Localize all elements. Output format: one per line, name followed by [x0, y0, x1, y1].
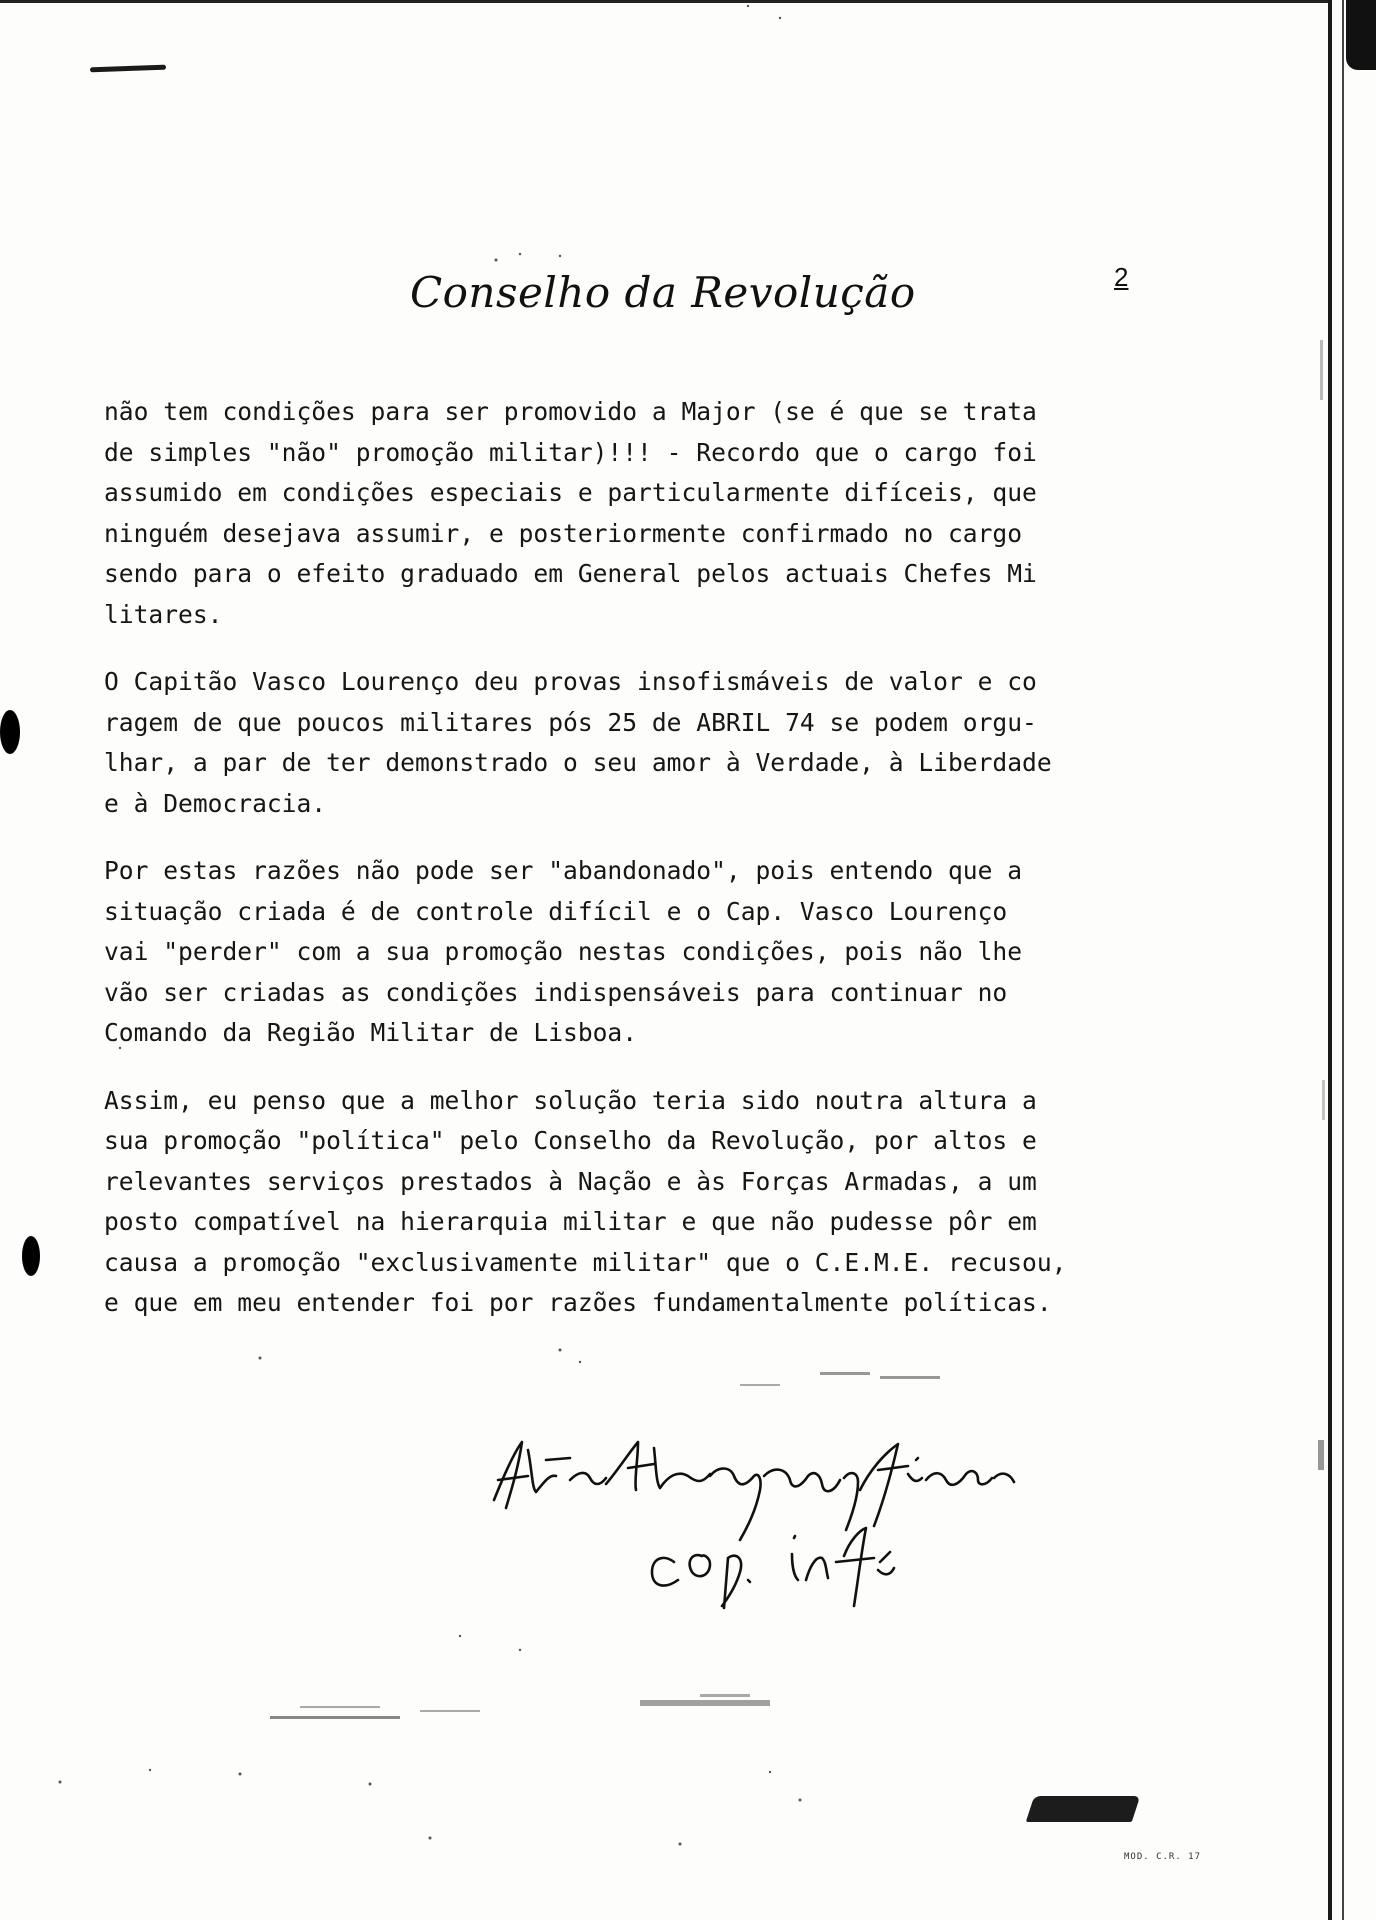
scan-corner-fragment	[1346, 0, 1376, 70]
page-number: 2	[1114, 262, 1129, 292]
scan-right-edge	[1328, 0, 1332, 1920]
paragraph-4: Assim, eu penso que a melhor solução teria sido noutra altura a sua promoção "política" pelo Conselho da Revolução, por altos e relevantes serviços prestados à Nação e às Forças Armadas, a um posto compatível na hierarquia militar e que não pudesse pôr em causa a promoção "exclusivamente militar" que o C.E.M.E. recusou, e que em meu entender foi por razões fundamentalmente políticas.	[104, 1085, 1067, 1317]
binder-hole	[22, 1236, 40, 1276]
paragraph-3: Por estas razões não pode ser "abandonado", pois entendo que a situação criada é de controle difícil e o Cap. Vasco Lourenço vai "perder" com a sua promoção nestas condições, pois não lhe vão ser criadas as condições indispensáveis para continuar no Comando da Região Militar de Lisboa.	[104, 856, 1023, 1047]
scan-right-edge-inner	[1342, 0, 1344, 1920]
paragraph-1: não tem condições para ser promovido a Major (se é que se trata de simples "não" promoção militar)!!! - Recordo que o cargo foi assumido em condições especiais e particularmente difíceis, que ninguém desejava assumir, e posteriormente confirmado no cargo sendo para o efeito graduado em General pelos actuais Chefes Mi litares.	[104, 397, 1037, 629]
letterhead-title: Conselho da Revolução	[410, 268, 916, 317]
margin-dash-mark	[90, 65, 166, 73]
binder-hole	[0, 710, 20, 754]
ink-stamp-mark	[1026, 1796, 1140, 1822]
paragraph-2: O Capitão Vasco Lourenço deu provas insofismáveis de valor e co ragem de que poucos militares pós 25 de ABRIL 74 se podem orgu- lhar, a par de ter demonstrado o seu amor à Verdade, à Liberdade e à Democracia.	[104, 667, 1052, 818]
letter-body	[104, 392, 1204, 1351]
form-code: MOD. C.R. 17	[1124, 1852, 1202, 1862]
scan-top-edge	[0, 0, 1330, 3]
handwritten-signature	[488, 1430, 1048, 1610]
